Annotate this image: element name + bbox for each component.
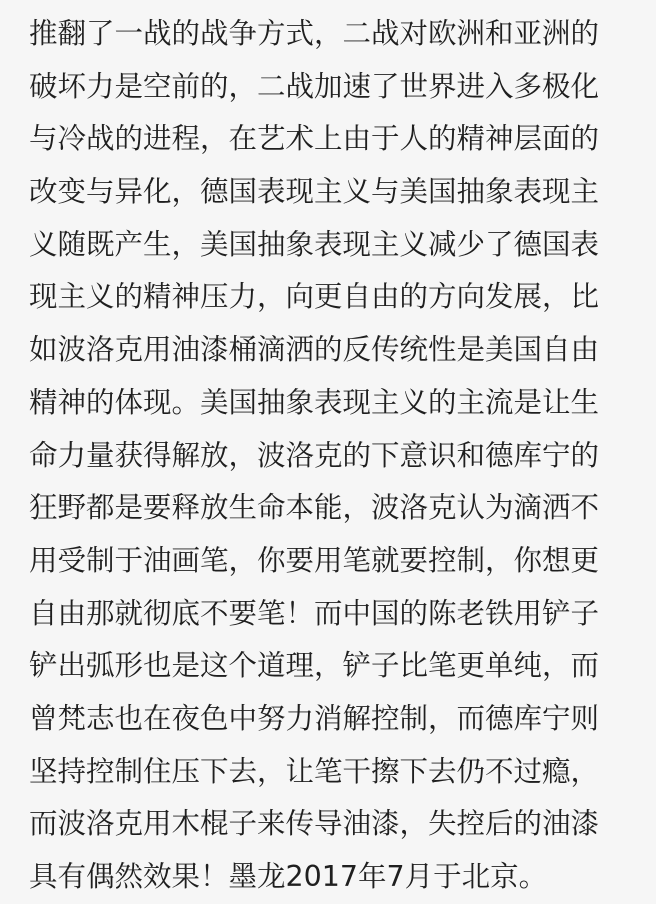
- text-line: 义随既产生，美国抽象表现主义减少了德国表: [29, 227, 600, 261]
- text-line: 狂野都是要释放生命本能，波洛克认为滴洒不: [29, 491, 600, 525]
- text-line: 自由那就彻底不要笔！而中国的陈老铁用铲子: [29, 596, 600, 630]
- text-line: 命力量获得解放，波洛克的下意识和德库宁的: [29, 438, 600, 472]
- text-line: 破坏力是空前的，二战加速了世界进入多极化: [29, 69, 600, 103]
- text-line: 铲出弧形也是这个道理，铲子比笔更单纯，而: [29, 649, 600, 683]
- text-line: 现主义的精神压力，向更自由的方向发展，比: [29, 280, 600, 314]
- text-line: 与冷战的进程，在艺术上由于人的精神层面的: [29, 122, 600, 156]
- text-line: 精神的体现。美国抽象表现主义的主流是让生: [29, 385, 600, 419]
- text-line: 具有偶然效果！墨龙2017年7月于北京。: [29, 860, 548, 893]
- text-line: 坚持控制住压下去，让笔干擦下去仍不过瘾，: [29, 754, 600, 788]
- text-line: 如波洛克用油漆桶滴洒的反传统性是美国自由: [29, 333, 600, 367]
- article-text: [29, 8, 639, 904]
- text-line: 改变与异化，德国表现主义与美国抽象表现主: [29, 175, 600, 209]
- text-line: 推翻了一战的战争方式，二战对欧洲和亚洲的: [29, 17, 600, 50]
- text-line: 曾梵志也在夜色中努力消解控制，而德库宁则: [29, 701, 600, 735]
- text-line: 用受制于油画笔，你要用笔就要控制，你想更: [29, 543, 600, 577]
- text-line: 而波洛克用木棍子来传导油漆，失控后的油漆: [29, 807, 600, 841]
